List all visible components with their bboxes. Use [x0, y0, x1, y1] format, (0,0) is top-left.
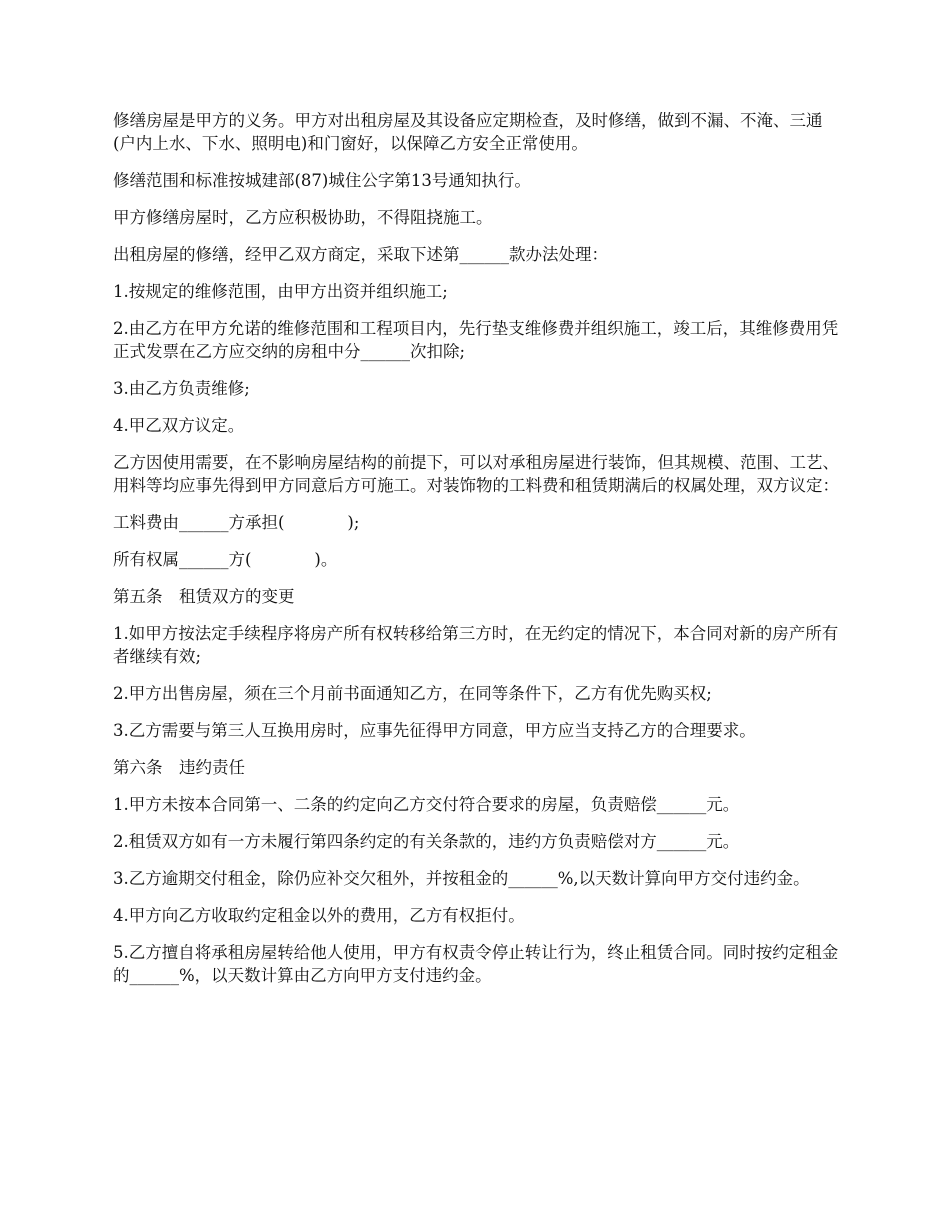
paragraph-material-cost: 工料费由______方承担( );	[113, 513, 360, 532]
list-item-change-3: 3.乙方需要与第三人互换用房时，应事先征得甲方同意，甲方应当支持乙方的合理要求。	[113, 721, 756, 740]
paragraph-repair-method: 出租房屋的修缮，经甲乙双方商定，采取下述第______款办法处理：	[113, 245, 608, 264]
paragraph-repair-obligation: 修缮房屋是甲方的义务。甲方对出租房屋及其设备应定期检查，及时修缮，做到不漏、不淹、三通(户内上水、下水、照明电)和门窗好，以保障乙方安全正常使用。	[113, 111, 823, 153]
paragraph-ownership: 所有权属______方( )。	[113, 550, 338, 569]
list-item-breach-2: 2.租赁双方如有一方未履行第四条约定的有关条款的，违约方负责赔偿对方______元。	[113, 832, 740, 851]
list-item-method-3: 3.由乙方负责维修;	[113, 379, 250, 398]
section-heading-article-6: 第六条 违约责任	[113, 758, 245, 777]
list-item-method-1: 1.按规定的维修范围，由甲方出资并组织施工;	[113, 282, 448, 301]
section-heading-article-5: 第五条 租赁双方的变更	[113, 587, 295, 606]
list-item-breach-3: 3.乙方逾期交付租金，除仍应补交欠租外，并按租金的______%,以天数计算向甲方交付违约金。	[113, 869, 810, 888]
list-item-method-2: 2.由乙方在甲方允诺的维修范围和工程项目内，先行垫支维修费并组织施工，竣工后，其维修费用凭正式发票在乙方应交纳的房租中分______次扣除;	[113, 319, 839, 361]
list-item-breach-4: 4.甲方向乙方收取约定租金以外的费用，乙方有权拒付。	[113, 906, 525, 925]
paragraph-decoration: 乙方因使用需要，在不影响房屋结构的前提下，可以对承租房屋进行装饰，但其规模、范围、工艺、用料等均应事先得到甲方同意后方可施工。对装饰物的工料费和租赁期满后的权属处理，双方议定：	[113, 453, 839, 495]
document-body	[113, 109, 843, 1001]
list-item-breach-1: 1.甲方未按本合同第一、二条的约定向乙方交付符合要求的房屋，负责赔偿______元。	[113, 795, 740, 814]
list-item-change-1: 1.如甲方按法定手续程序将房产所有权转移给第三方时，在无约定的情况下，本合同对新的房产所有者继续有效;	[113, 624, 839, 666]
list-item-method-4: 4.甲乙双方议定。	[113, 416, 245, 435]
paragraph-repair-standard: 修缮范围和标准按城建部(87)城住公字第13号通知执行。	[113, 171, 531, 190]
list-item-breach-5: 5.乙方擅自将承租房屋转给他人使用，甲方有权责令停止转让行为，终止租赁合同。同时按约定租金的______%，以天数计算由乙方向甲方支付违约金。	[113, 943, 839, 985]
paragraph-repair-cooperation: 甲方修缮房屋时，乙方应积极协助，不得阻挠施工。	[113, 208, 493, 227]
list-item-change-2: 2.甲方出售房屋，须在三个月前书面通知乙方，在同等条件下，乙方有优先购买权;	[113, 684, 712, 703]
